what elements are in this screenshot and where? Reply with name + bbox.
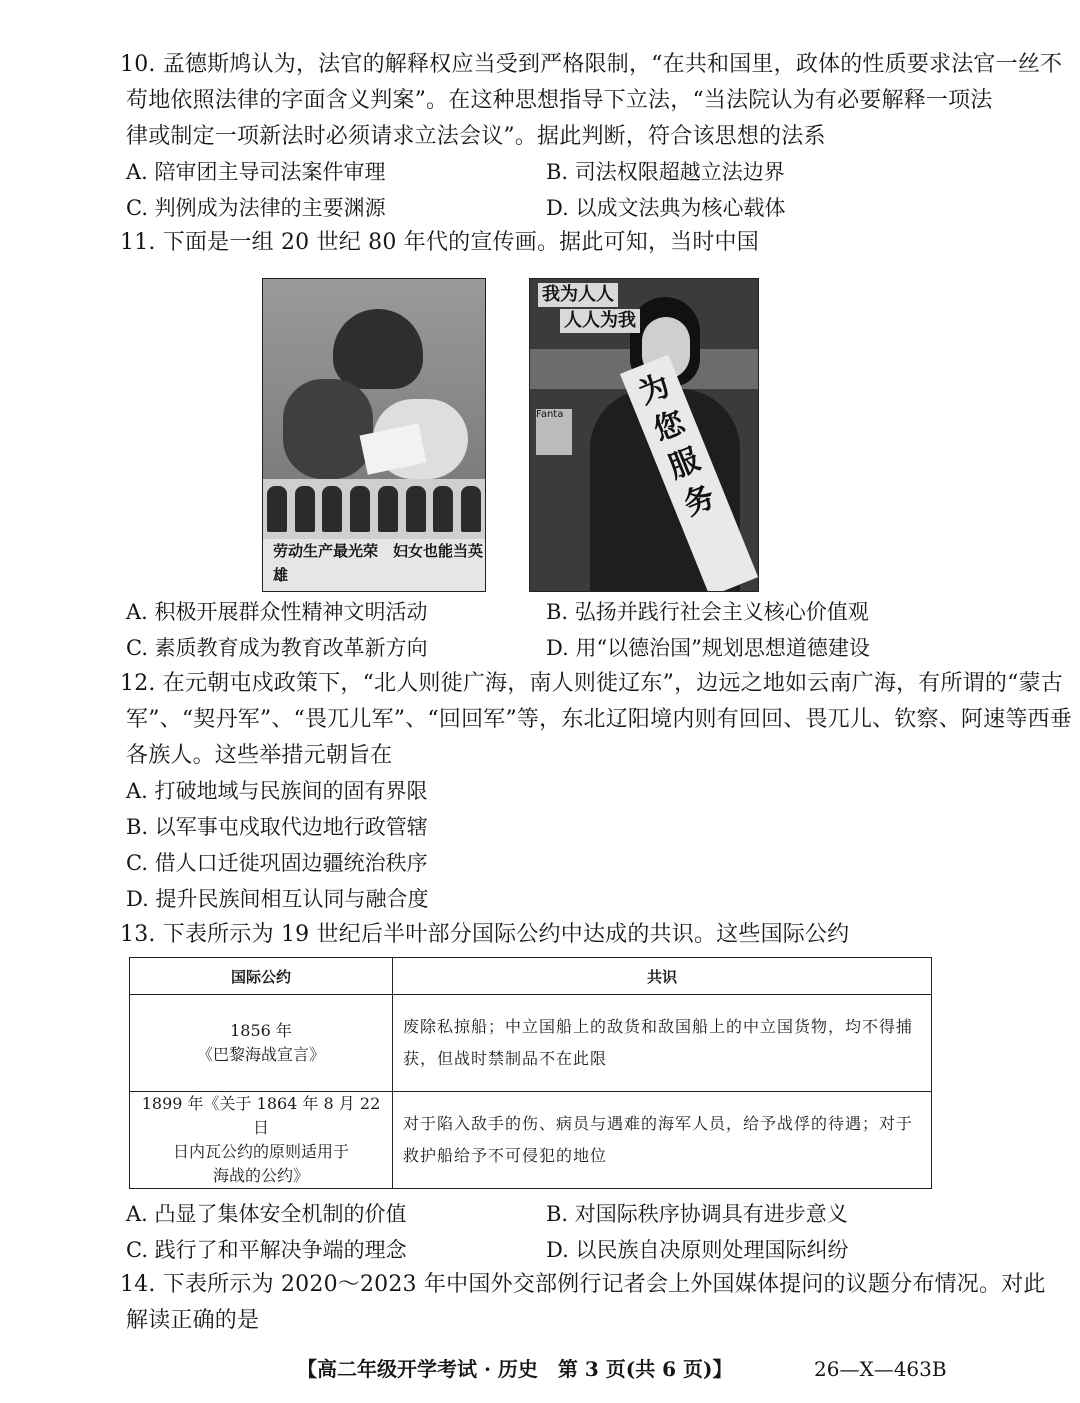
q13-option-a: A. 凸显了集体安全机制的价值: [126, 1202, 407, 1226]
q13-option-b: B. 对国际秩序协调具有进步意义: [546, 1202, 848, 1226]
convention-line: 日内瓦公约的原则适用于: [172, 1142, 349, 1161]
q13-option-d: D. 以民族自决原则处理国际纠纷: [546, 1238, 849, 1262]
q11-option-d: D. 用“以德治国”规划思想道德建设: [546, 636, 870, 660]
convention-table: [129, 957, 932, 1189]
table-cell-convention: [130, 995, 393, 1092]
poster-2-sign: Fanta: [536, 409, 572, 455]
convention-line: 海战的公约》: [212, 1166, 309, 1185]
poster-1-caption-line-2: [273, 587, 485, 592]
q13-option-c: C. 践行了和平解决争端的理念: [126, 1238, 407, 1262]
table-row: [130, 995, 932, 1092]
q10-line-2: 苟地依照法律的字面含义判案”。在这种思想指导下立法，“当法院认为有必要解释一项法: [126, 88, 993, 113]
convention-title: 《巴黎海战宣言》: [196, 1045, 325, 1064]
q11-option-c: C. 素质教育成为教育改革新方向: [126, 636, 428, 660]
poster-2-slogan-line-2: 人人为我: [560, 309, 640, 333]
q12-line-1: 12. 在元朝屯戍政策下，“北人则徙广海，南人则徙辽东”，边远之地如云南广海，有所谓的“蒙古: [120, 671, 1063, 696]
q14-line-2: 解读正确的是: [126, 1308, 260, 1333]
q10-option-b: B. 司法权限超越立法边界: [546, 160, 785, 184]
table-header-convention: 国际公约: [130, 958, 393, 995]
consensus-line: 废除私掠船；中立国船上的敌货和敌国船上的中立国货物，均不得捕: [403, 1017, 914, 1036]
q11-line-1: 11. 下面是一组 20 世纪 80 年代的宣传画。据此可知，当时中国: [120, 230, 759, 255]
footer-paper-code: 26—X—463B: [814, 1357, 947, 1381]
q12-option-c: C. 借人口迁徙巩固边疆统治秩序: [126, 851, 428, 875]
consensus-line: 对于陷入敌手的伤、病员与遇难的海军人员，给予战俘的待遇；对于: [403, 1114, 914, 1133]
poster-1-caption-line-1: 劳动生产最光荣 妇女也能当英雄: [273, 542, 484, 584]
q12-line-2: 军”、“契丹军”、“畏兀儿军”、“回回军”等，东北辽阳境内则有回回、畏兀儿、钦察、阿速等西垂: [126, 707, 1072, 732]
poster-1-mother-figure: [333, 309, 423, 389]
convention-line: 1899 年《关于 1864 年 8 月 22 日: [141, 1094, 381, 1137]
q10-option-a: A. 陪审团主导司法案件审理: [126, 160, 386, 184]
q12-line-3: 各族人。这些举措元朝旨在: [126, 743, 393, 768]
q10-line-1: 10. 孟德斯鸠认为，法官的解释权应当受到严格限制，“在共和国里，政体的性质要求法官一丝不: [120, 52, 1063, 77]
poster-1-worker-strip: [263, 479, 485, 539]
q10-line-3: 律或制定一项新法时必须请求立法会议”。据此判断，符合该思想的法系: [126, 124, 826, 149]
table-header-row: [130, 958, 932, 995]
q12-option-a: A. 打破地域与民族间的固有界限: [126, 779, 428, 803]
poster-1-caption: [263, 539, 485, 591]
table-header-consensus: 共识: [393, 958, 932, 995]
poster-2-slogan-line-1: 我为人人: [538, 283, 618, 307]
poster-2-image: [529, 278, 759, 592]
consensus-line: 救护船给予不可侵犯的地位: [403, 1146, 608, 1165]
poster-1-child-figure: [283, 379, 373, 479]
q12-option-d: D. 提升民族间相互认同与融合度: [126, 887, 429, 911]
q10-option-d: D. 以成文法典为核心载体: [546, 196, 786, 220]
table-row: [130, 1092, 932, 1189]
footer-exam-info: 【高二年级开学考试 · 历史 第 3 页(共 6 页)】: [297, 1357, 733, 1381]
consensus-line: 获，但战时禁制品不在此限: [403, 1049, 608, 1068]
q11-option-a: A. 积极开展群众性精神文明活动: [126, 600, 428, 624]
q11-option-b: B. 弘扬并践行社会主义核心价值观: [546, 600, 869, 624]
poster-2-sash: 为您服务: [620, 355, 758, 592]
convention-year: 1856 年: [230, 1021, 292, 1040]
q14-line-1: 14. 下表所示为 2020～2023 年中国外交部例行记者会上外国媒体提问的议题分布情况。对此: [120, 1272, 1046, 1297]
table-cell-consensus: [393, 1092, 932, 1189]
table-cell-convention: [130, 1092, 393, 1189]
q12-option-b: B. 以军事屯戍取代边地行政管辖: [126, 815, 428, 839]
q10-option-c: C. 判例成为法律的主要渊源: [126, 196, 386, 220]
poster-1-image: [262, 278, 486, 592]
q13-line-1: 13. 下表所示为 19 世纪后半叶部分国际公约中达成的共识。这些国际公约: [120, 922, 850, 947]
table-cell-consensus: [393, 995, 932, 1092]
